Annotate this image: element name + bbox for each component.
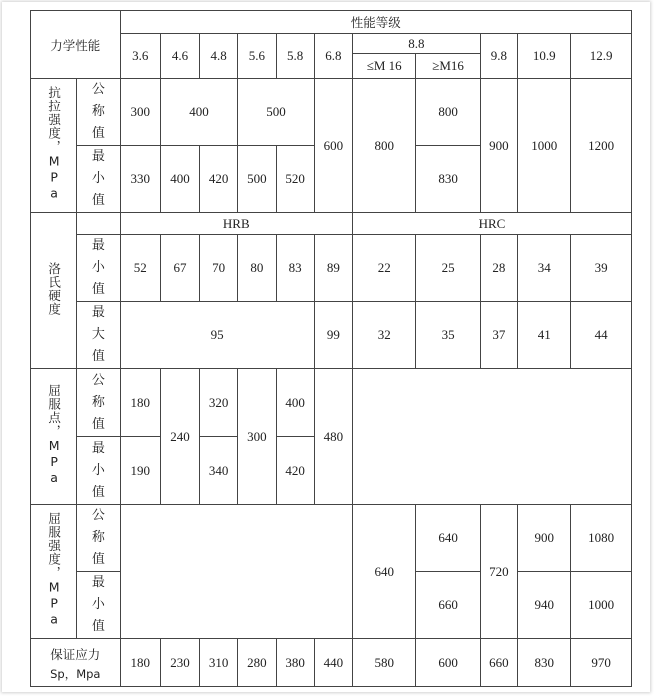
min-label: 最小值	[77, 572, 120, 639]
grade-header: 9.8	[480, 34, 517, 79]
cell: 67	[160, 235, 199, 302]
proof-label-line1: 保证应力	[50, 646, 101, 662]
cell: 330	[120, 146, 160, 213]
min-label: 最小值	[77, 437, 120, 505]
cell: 970	[571, 639, 632, 687]
cell: 180	[120, 369, 160, 437]
cell: 44	[571, 302, 632, 369]
cell: 1200	[571, 79, 632, 213]
cell: 190	[120, 437, 160, 505]
cell: 500	[238, 79, 314, 146]
cell: 300	[238, 369, 276, 505]
cell: 28	[480, 235, 517, 302]
cell: 800	[416, 79, 480, 146]
cell: 900	[480, 79, 517, 213]
bolt-properties-table	[30, 10, 632, 687]
cell: 95	[120, 302, 314, 369]
cell: 640	[416, 505, 480, 572]
cell: 240	[160, 369, 199, 505]
sub-header-ge-m16: ≥M16	[416, 54, 480, 79]
cell: 600	[416, 639, 480, 687]
cell: 660	[416, 572, 480, 639]
cell: 280	[238, 639, 276, 687]
cell: 39	[571, 235, 632, 302]
cell: 830	[518, 639, 571, 687]
empty-cell	[353, 369, 632, 505]
min-label: 最小值	[77, 235, 120, 302]
cell: 32	[353, 302, 416, 369]
cell: 37	[480, 302, 517, 369]
cell: 480	[314, 369, 352, 505]
grade-header: 12.9	[571, 34, 632, 79]
rockwell-blank	[77, 213, 120, 235]
cell: 380	[276, 639, 314, 687]
cell: 660	[480, 639, 517, 687]
cell: 25	[416, 235, 480, 302]
nominal-label: 公称值	[77, 505, 120, 572]
cell: 34	[518, 235, 571, 302]
cell: 640	[353, 505, 416, 639]
cell: 520	[276, 146, 314, 213]
document-frame	[2, 2, 650, 692]
hrb-header: HRB	[120, 213, 352, 235]
cell: 400	[160, 79, 237, 146]
cell: 1000	[571, 572, 632, 639]
cell: 320	[200, 369, 238, 437]
grade-header: 6.8	[314, 34, 352, 79]
cell: 420	[276, 437, 314, 505]
cell: 89	[314, 235, 352, 302]
cell: 230	[160, 639, 199, 687]
cell: 580	[353, 639, 416, 687]
grade-header: 5.8	[276, 34, 314, 79]
cell: 900	[518, 505, 571, 572]
nominal-label: 公称值	[77, 369, 120, 437]
yield-strength-label: 屈服强度，MPa	[31, 505, 77, 639]
cell: 80	[238, 235, 276, 302]
grade-header: 5.6	[238, 34, 276, 79]
yield-point-label: 屈服点，MPa	[31, 369, 77, 505]
max-label: 最大值	[77, 302, 120, 369]
tensile-label: 抗拉强度，MPa	[31, 79, 77, 213]
cell: 99	[314, 302, 352, 369]
cell: 300	[120, 79, 160, 146]
min-label: 最小值	[77, 146, 120, 213]
cell: 70	[200, 235, 238, 302]
cell: 830	[416, 146, 480, 213]
proof-label-line2: Sp，Mpa	[50, 666, 101, 681]
cell: 720	[480, 505, 517, 639]
rockwell-label: 洛氏硬度	[31, 213, 77, 369]
hrc-header: HRC	[353, 213, 632, 235]
cell: 340	[200, 437, 238, 505]
cell: 180	[120, 639, 160, 687]
cell: 500	[238, 146, 276, 213]
corner-header: 力学性能	[31, 11, 121, 79]
grade-title: 性能等级	[120, 11, 631, 34]
cell: 420	[200, 146, 238, 213]
cell: 35	[416, 302, 480, 369]
cell: 800	[353, 79, 416, 213]
cell: 600	[314, 79, 352, 213]
grade-header: 3.6	[120, 34, 160, 79]
cell: 400	[276, 369, 314, 437]
cell: 22	[353, 235, 416, 302]
grade-header: 10.9	[518, 34, 571, 79]
sub-header-le-m16: ≤M 16	[353, 54, 416, 79]
cell: 83	[276, 235, 314, 302]
grade-header: 4.8	[200, 34, 238, 79]
cell: 41	[518, 302, 571, 369]
nominal-label: 公称值	[77, 79, 120, 146]
empty-cell	[120, 505, 352, 639]
grade-header-8-8: 8.8	[353, 34, 481, 54]
cell: 310	[200, 639, 238, 687]
grade-header: 4.6	[160, 34, 199, 79]
cell: 1000	[518, 79, 571, 213]
cell: 400	[160, 146, 199, 213]
proof-label	[31, 639, 121, 687]
cell: 940	[518, 572, 571, 639]
cell: 52	[120, 235, 160, 302]
cell: 1080	[571, 505, 632, 572]
cell: 440	[314, 639, 352, 687]
